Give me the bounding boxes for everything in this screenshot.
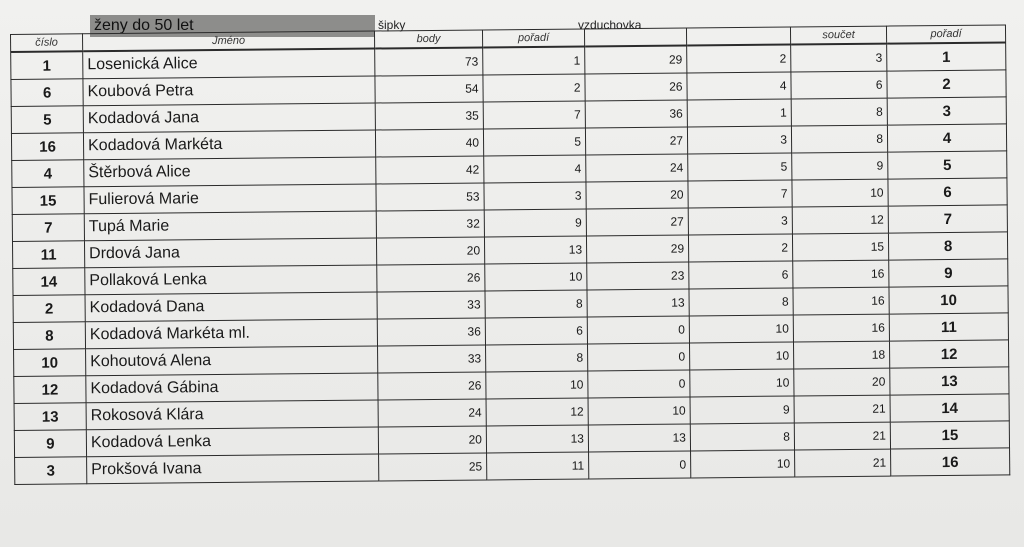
cell-soucet: 8	[791, 125, 887, 153]
cell-vzd-poradi: 1	[687, 99, 791, 127]
header-soucet: součet	[790, 26, 886, 44]
cell-cislo: 11	[12, 241, 84, 269]
cell-poradi: 13	[484, 236, 586, 264]
header-poradi-final: pořadí	[886, 25, 1005, 44]
cell-soucet: 21	[794, 422, 890, 450]
cell-cislo: 1	[11, 51, 83, 79]
cell-poradi: 4	[484, 155, 586, 183]
cell-vzd-poradi: 8	[690, 423, 794, 451]
cell-soucet: 20	[794, 368, 890, 396]
cell-cislo: 4	[12, 160, 84, 188]
cell-poradi-final: 11	[889, 313, 1008, 341]
group-label-vzduchovka: vzduchovka	[578, 18, 642, 32]
cell-soucet: 18	[793, 341, 889, 369]
cell-poradi-final: 8	[888, 232, 1007, 260]
table-body	[11, 42, 1010, 484]
cell-cislo: 5	[11, 106, 83, 134]
cell-vzd-body: 0	[588, 370, 690, 398]
cell-soucet: 6	[791, 71, 887, 99]
cell-poradi-final: 6	[888, 178, 1007, 206]
cell-poradi: 11	[487, 452, 589, 480]
cell-cislo: 12	[14, 376, 86, 404]
cell-vzd-poradi: 3	[688, 207, 792, 235]
cell-poradi-final: 14	[890, 394, 1009, 422]
cell-cislo: 10	[14, 349, 86, 377]
cell-poradi-final: 5	[888, 151, 1007, 179]
cell-vzd-body: 24	[586, 154, 688, 182]
cell-body: 36	[377, 318, 485, 346]
cell-cislo: 3	[15, 457, 87, 485]
header-vzd-body	[584, 28, 686, 46]
cell-vzd-poradi: 6	[689, 261, 793, 289]
cell-jmeno: Drdová Jana	[84, 238, 376, 268]
cell-poradi-final: 9	[889, 259, 1008, 287]
cell-vzd-body: 13	[587, 289, 689, 317]
cell-vzd-poradi: 10	[691, 450, 795, 478]
cell-vzd-body: 26	[585, 73, 687, 101]
cell-soucet: 12	[792, 206, 888, 234]
cell-body: 73	[375, 47, 483, 76]
cell-body: 32	[376, 210, 484, 238]
cell-poradi: 10	[485, 263, 587, 291]
cell-jmeno: Kodadová Lenka	[86, 427, 378, 457]
cell-poradi-final: 15	[890, 421, 1009, 449]
cell-soucet: 8	[791, 98, 887, 126]
cell-jmeno: Kodadová Jana	[83, 103, 375, 133]
cell-vzd-poradi: 8	[689, 288, 793, 316]
cell-vzd-body: 0	[588, 343, 690, 371]
cell-vzd-poradi: 3	[687, 126, 791, 154]
cell-vzd-poradi: 7	[688, 180, 792, 208]
cell-poradi: 13	[486, 425, 588, 453]
cell-soucet: 10	[792, 179, 888, 207]
cell-body: 25	[379, 453, 487, 481]
cell-vzd-poradi: 9	[690, 396, 794, 424]
cell-vzd-poradi: 10	[689, 315, 793, 343]
cell-cislo: 8	[13, 322, 85, 350]
cell-poradi: 8	[485, 290, 587, 318]
cell-body: 20	[378, 426, 486, 454]
cell-jmeno: Fulierová Marie	[84, 184, 376, 214]
cell-vzd-body: 10	[588, 397, 690, 425]
cell-cislo: 6	[11, 79, 83, 107]
cell-jmeno: Koubová Petra	[83, 76, 375, 106]
cell-body: 33	[378, 345, 486, 373]
cell-poradi: 5	[483, 128, 585, 156]
cell-poradi: 2	[483, 74, 585, 102]
cell-soucet: 3	[791, 44, 887, 72]
cell-poradi-final: 4	[887, 124, 1006, 152]
cell-vzd-poradi: 2	[688, 234, 792, 262]
cell-jmeno: Losenická Alice	[83, 49, 375, 79]
cell-vzd-body: 0	[587, 316, 689, 344]
cell-body: 24	[378, 399, 486, 427]
cell-poradi-final: 1	[887, 42, 1006, 71]
cell-body: 26	[377, 264, 485, 292]
cell-poradi-final: 13	[890, 367, 1009, 395]
cell-jmeno: Prokšová Ivana	[87, 454, 379, 484]
cell-poradi-final: 2	[887, 70, 1006, 98]
cell-vzd-poradi: 10	[689, 342, 793, 370]
cell-body: 20	[376, 237, 484, 265]
cell-vzd-body: 36	[585, 100, 687, 128]
cell-jmeno: Kohoutová Alena	[86, 346, 378, 376]
cell-vzd-body: 29	[586, 235, 688, 263]
cell-body: 40	[375, 129, 483, 157]
cell-vzd-body: 27	[586, 208, 688, 236]
cell-cislo: 9	[14, 430, 86, 458]
cell-jmeno: Štěrbová Alice	[84, 157, 376, 187]
header-cislo: číslo	[11, 34, 83, 52]
cell-cislo: 13	[14, 403, 86, 431]
header-vzd-poradi	[686, 27, 790, 45]
cell-jmeno: Tupá Marie	[84, 211, 376, 241]
cell-poradi: 7	[483, 101, 585, 129]
cell-soucet: 21	[795, 449, 891, 477]
cell-cislo: 14	[13, 268, 85, 296]
cell-soucet: 16	[793, 287, 889, 315]
cell-vzd-body: 20	[586, 181, 688, 209]
cell-jmeno: Kodadová Markéta	[83, 130, 375, 160]
cell-cislo: 16	[11, 133, 83, 161]
cell-body: 42	[376, 156, 484, 184]
cell-poradi-final: 12	[889, 340, 1008, 368]
cell-soucet: 21	[794, 395, 890, 423]
cell-poradi-final: 7	[888, 205, 1007, 233]
cell-jmeno: Pollaková Lenka	[85, 265, 377, 295]
cell-vzd-poradi: 5	[688, 153, 792, 181]
cell-poradi: 1	[483, 46, 585, 74]
cell-jmeno: Kodadová Dana	[85, 292, 377, 322]
cell-vzd-poradi: 10	[690, 369, 794, 397]
cell-body: 53	[376, 183, 484, 211]
cell-poradi: 3	[484, 182, 586, 210]
cell-poradi-final: 16	[891, 448, 1010, 476]
cell-cislo: 15	[12, 187, 84, 215]
cell-cislo: 7	[12, 214, 84, 242]
cell-vzd-body: 0	[589, 451, 691, 479]
category-label: ženy do 50 let	[90, 15, 375, 37]
cell-body: 33	[377, 291, 485, 319]
cell-vzd-body: 23	[587, 262, 689, 290]
cell-vzd-body: 27	[585, 127, 687, 155]
group-label-sipky: šipky	[378, 18, 406, 32]
cell-poradi: 8	[486, 344, 588, 372]
header-jmeno: Jméno	[83, 31, 375, 51]
cell-body: 54	[375, 75, 483, 103]
cell-jmeno: Rokosová Klára	[86, 400, 378, 430]
cell-poradi-final: 3	[887, 97, 1006, 125]
cell-cislo: 2	[13, 295, 85, 323]
cell-poradi: 6	[485, 317, 587, 345]
cell-vzd-poradi: 2	[687, 45, 791, 73]
cell-poradi: 9	[484, 209, 586, 237]
results-table	[10, 24, 1010, 485]
cell-poradi: 12	[486, 398, 588, 426]
cell-vzd-poradi: 4	[687, 72, 791, 100]
cell-poradi: 10	[486, 371, 588, 399]
cell-vzd-body: 13	[588, 424, 690, 452]
header-body: body	[374, 30, 482, 49]
cell-soucet: 16	[793, 260, 889, 288]
cell-body: 26	[378, 372, 486, 400]
cell-soucet: 16	[793, 314, 889, 342]
header-poradi: pořadí	[482, 29, 584, 47]
cell-soucet: 9	[792, 152, 888, 180]
cell-jmeno: Kodadová Markéta ml.	[85, 319, 377, 349]
cell-jmeno: Kodadová Gábina	[86, 373, 378, 403]
cell-soucet: 15	[792, 233, 888, 261]
cell-body: 35	[375, 102, 483, 130]
cell-vzd-body: 29	[585, 46, 687, 74]
cell-poradi-final: 10	[889, 286, 1008, 314]
